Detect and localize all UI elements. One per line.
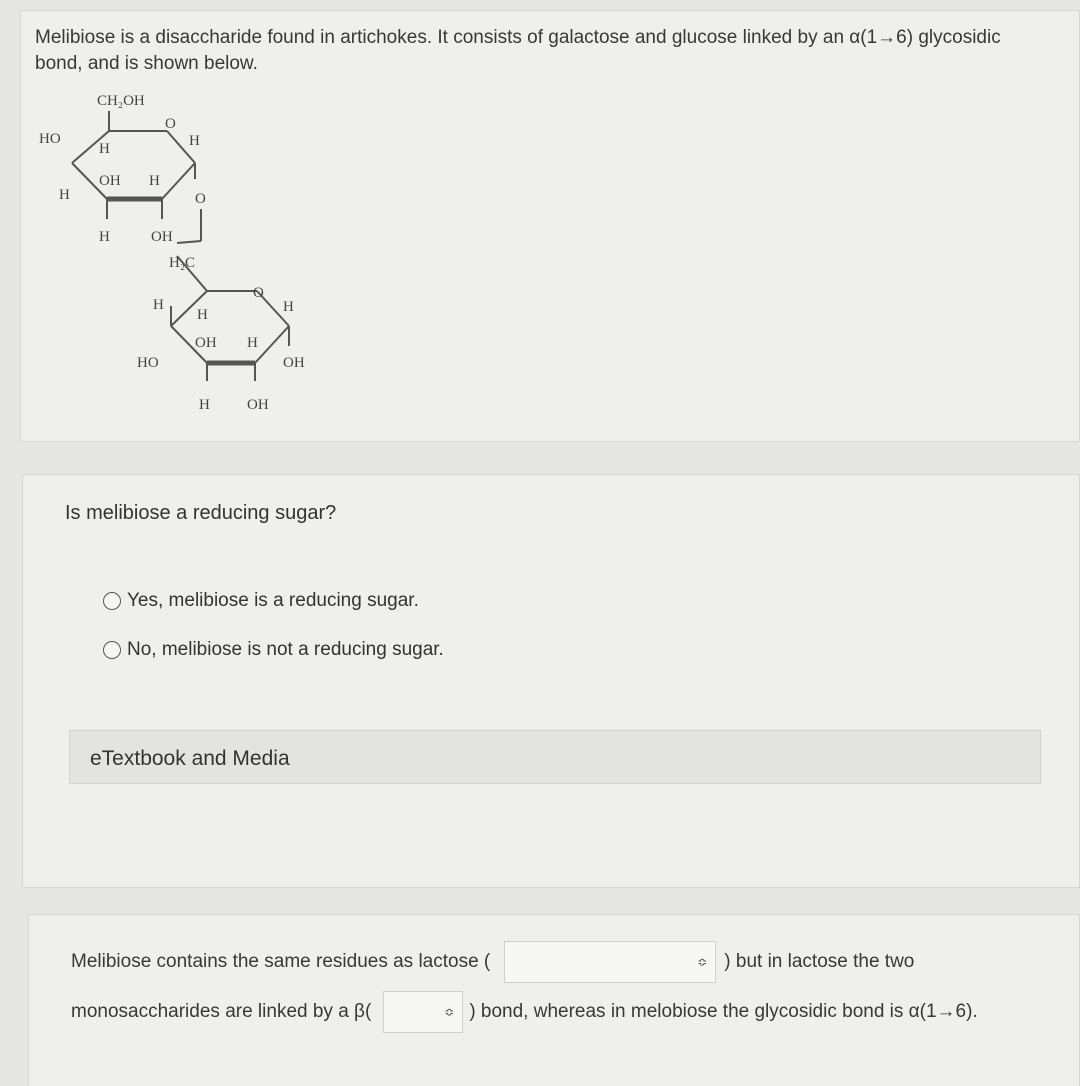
label-h-10: H bbox=[199, 397, 210, 413]
fill-in-card bbox=[28, 914, 1080, 1086]
label-h-7: H bbox=[197, 307, 208, 323]
label-oh-1: OH bbox=[99, 173, 121, 189]
chevron-updown-icon: ≎ bbox=[444, 1005, 455, 1019]
fill-line-1 bbox=[71, 941, 914, 983]
label-ring-oxygen-1: O bbox=[165, 116, 176, 132]
lactose-residue-select[interactable] bbox=[504, 941, 716, 983]
label-h2c: H₂C bbox=[169, 255, 196, 271]
label-h-5: H bbox=[99, 229, 110, 245]
line1-before-text: Melibiose contains the same residues as lactose ( bbox=[71, 951, 491, 972]
beta-bond-select[interactable] bbox=[383, 991, 463, 1033]
question-text: Is melibiose a reducing sugar? bbox=[65, 502, 337, 524]
option-no[interactable] bbox=[103, 639, 444, 661]
label-oh-2: OH bbox=[151, 229, 173, 245]
line2-before-text: monosaccharides are linked by a β( bbox=[71, 1001, 372, 1022]
label-glycosidic-oxygen: O bbox=[195, 191, 206, 207]
line2-after-text: ) bond, whereas in melobiose the glycosidic bond is α(1→6). bbox=[469, 1001, 978, 1022]
label-h-2: H bbox=[189, 133, 200, 149]
label-h-6: H bbox=[153, 297, 164, 313]
galactose-ring bbox=[72, 111, 201, 243]
etextbook-media-button[interactable] bbox=[69, 730, 1041, 784]
question-intro-card bbox=[20, 10, 1080, 442]
label-oh-4: OH bbox=[283, 355, 305, 371]
label-ho-2: HO bbox=[137, 355, 159, 371]
label-h-3: H bbox=[149, 173, 160, 189]
label-h-9: H bbox=[247, 335, 258, 351]
label-h-8: H bbox=[283, 299, 294, 315]
label-ch2oh: CH₂OH bbox=[97, 93, 145, 109]
label-h-4: H bbox=[59, 187, 70, 203]
chevron-updown-icon: ≎ bbox=[697, 955, 708, 969]
radio-yes[interactable] bbox=[103, 592, 121, 610]
label-ring-oxygen-2: O bbox=[253, 285, 264, 301]
etextbook-media-label: eTextbook and Media bbox=[90, 747, 290, 770]
intro-text: Melibiose is a disaccharide found in artichokes. It consists of galactose and glucose linked by an α(1→6) glycosidic bond, and is shown below. bbox=[35, 27, 1001, 74]
label-ho-1: HO bbox=[39, 131, 61, 147]
question-card bbox=[22, 474, 1080, 888]
label-oh-5: OH bbox=[247, 397, 269, 413]
radio-no[interactable] bbox=[103, 641, 121, 659]
line1-after-text: ) but in lactose the two bbox=[724, 951, 915, 972]
fill-line-2 bbox=[71, 991, 978, 1033]
label-oh-3: OH bbox=[195, 335, 217, 351]
glucose-ring bbox=[171, 256, 289, 381]
melibiose-structure bbox=[27, 81, 347, 421]
label-h-1: H bbox=[99, 141, 110, 157]
option-no-label: No, melibiose is not a reducing sugar. bbox=[127, 639, 444, 660]
option-yes-label: Yes, melibiose is a reducing sugar. bbox=[127, 590, 419, 611]
option-yes[interactable] bbox=[103, 590, 419, 612]
